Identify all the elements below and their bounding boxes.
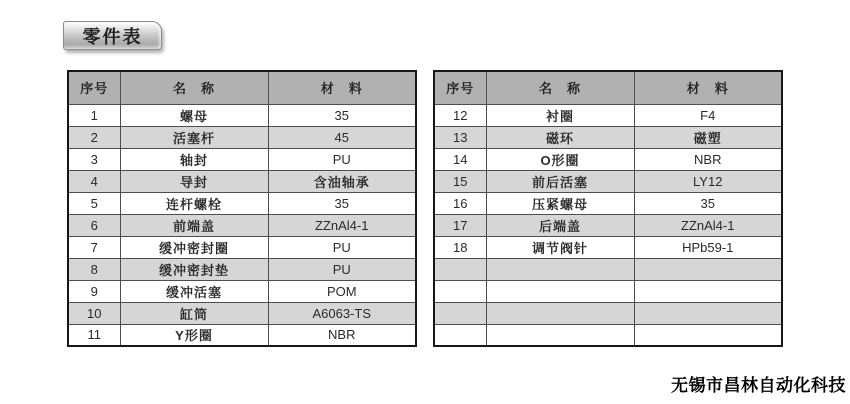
table-cell: 13 bbox=[434, 126, 486, 148]
table-cell: LY12 bbox=[634, 170, 782, 192]
table-row bbox=[68, 236, 416, 258]
table-cell: 11 bbox=[68, 324, 120, 346]
column-header-name: 名 称 bbox=[120, 71, 268, 104]
table-cell: 35 bbox=[634, 192, 782, 214]
table-cell: 压紧螺母 bbox=[486, 192, 634, 214]
table-cell: 调节阀针 bbox=[486, 236, 634, 258]
table-row bbox=[434, 324, 782, 346]
table-cell: 4 bbox=[68, 170, 120, 192]
table-row bbox=[434, 280, 782, 302]
table-row bbox=[68, 104, 416, 126]
table-cell bbox=[486, 258, 634, 280]
table-cell bbox=[486, 302, 634, 324]
table-row bbox=[68, 148, 416, 170]
table-cell: ZZnAl4-1 bbox=[268, 214, 416, 236]
table-cell: ZZnAl4-1 bbox=[634, 214, 782, 236]
table-cell: A6063-TS bbox=[268, 302, 416, 324]
table-row bbox=[68, 324, 416, 346]
column-header-name: 名 称 bbox=[486, 71, 634, 104]
table-cell: 活塞杆 bbox=[120, 126, 268, 148]
table-cell bbox=[634, 280, 782, 302]
table-body-left bbox=[68, 104, 416, 346]
table-row bbox=[434, 214, 782, 236]
table-row bbox=[68, 170, 416, 192]
table-cell: 缸筒 bbox=[120, 302, 268, 324]
table-row bbox=[68, 258, 416, 280]
parts-table-right bbox=[433, 70, 783, 347]
table-cell: NBR bbox=[634, 148, 782, 170]
table-cell: 轴封 bbox=[120, 148, 268, 170]
table-cell: 3 bbox=[68, 148, 120, 170]
table-cell: 35 bbox=[268, 104, 416, 126]
parts-table-left bbox=[67, 70, 417, 347]
table-cell: NBR bbox=[268, 324, 416, 346]
table-cell: 9 bbox=[68, 280, 120, 302]
table-cell: 前端盖 bbox=[120, 214, 268, 236]
table-cell: PU bbox=[268, 258, 416, 280]
table-row bbox=[434, 126, 782, 148]
table-cell: PU bbox=[268, 236, 416, 258]
table-cell: 磁塑 bbox=[634, 126, 782, 148]
company-watermark: 无锡市昌林自动化科技 bbox=[671, 376, 846, 395]
table-cell: 导封 bbox=[120, 170, 268, 192]
table-cell: 1 bbox=[68, 104, 120, 126]
table-cell: 17 bbox=[434, 214, 486, 236]
table-cell: 磁环 bbox=[486, 126, 634, 148]
table-cell: 16 bbox=[434, 192, 486, 214]
table-cell: Y形圈 bbox=[120, 324, 268, 346]
table-cell: 12 bbox=[434, 104, 486, 126]
table-cell: F4 bbox=[634, 104, 782, 126]
table-cell: PU bbox=[268, 148, 416, 170]
table-row bbox=[434, 148, 782, 170]
table-cell: 缓冲密封圈 bbox=[120, 236, 268, 258]
table-row bbox=[434, 258, 782, 280]
table-cell: 15 bbox=[434, 170, 486, 192]
table-row bbox=[434, 236, 782, 258]
table-cell bbox=[434, 280, 486, 302]
table-row bbox=[434, 192, 782, 214]
table-cell bbox=[434, 324, 486, 346]
table-cell: 衬圈 bbox=[486, 104, 634, 126]
table-body-right bbox=[434, 104, 782, 346]
table-row bbox=[68, 192, 416, 214]
table-row bbox=[68, 280, 416, 302]
table-cell: 连杆螺栓 bbox=[120, 192, 268, 214]
table-cell: 8 bbox=[68, 258, 120, 280]
table-cell: 7 bbox=[68, 236, 120, 258]
table-row bbox=[434, 170, 782, 192]
table-row bbox=[434, 104, 782, 126]
table-cell bbox=[634, 258, 782, 280]
table-cell: 后端盖 bbox=[486, 214, 634, 236]
table-row bbox=[68, 214, 416, 236]
table-cell bbox=[434, 258, 486, 280]
column-header-material: 材 料 bbox=[634, 71, 782, 104]
table-cell: 缓冲活塞 bbox=[120, 280, 268, 302]
table-cell: 6 bbox=[68, 214, 120, 236]
table-cell: 2 bbox=[68, 126, 120, 148]
table-cell: 18 bbox=[434, 236, 486, 258]
table-cell bbox=[634, 324, 782, 346]
table-cell: HPb59-1 bbox=[634, 236, 782, 258]
table-cell: 含油轴承 bbox=[268, 170, 416, 192]
table-cell: 35 bbox=[268, 192, 416, 214]
header-row bbox=[434, 71, 782, 104]
table-cell: 14 bbox=[434, 148, 486, 170]
column-header-material: 材 料 bbox=[268, 71, 416, 104]
table-cell bbox=[634, 302, 782, 324]
title-badge-label: 零件表 bbox=[82, 26, 143, 47]
table-cell: O形圈 bbox=[486, 148, 634, 170]
table-cell: 缓冲密封垫 bbox=[120, 258, 268, 280]
table-cell: 10 bbox=[68, 302, 120, 324]
table-cell: 前后活塞 bbox=[486, 170, 634, 192]
column-header-index: 序号 bbox=[68, 71, 120, 104]
table-cell bbox=[486, 280, 634, 302]
column-header-index: 序号 bbox=[434, 71, 486, 104]
table-cell bbox=[434, 302, 486, 324]
table-cell: 螺母 bbox=[120, 104, 268, 126]
table-cell bbox=[486, 324, 634, 346]
table-cell: 5 bbox=[68, 192, 120, 214]
header-row bbox=[68, 71, 416, 104]
table-cell: 45 bbox=[268, 126, 416, 148]
table-cell: POM bbox=[268, 280, 416, 302]
title-badge bbox=[63, 21, 162, 50]
table-row bbox=[434, 302, 782, 324]
table-row bbox=[68, 126, 416, 148]
table-row bbox=[68, 302, 416, 324]
